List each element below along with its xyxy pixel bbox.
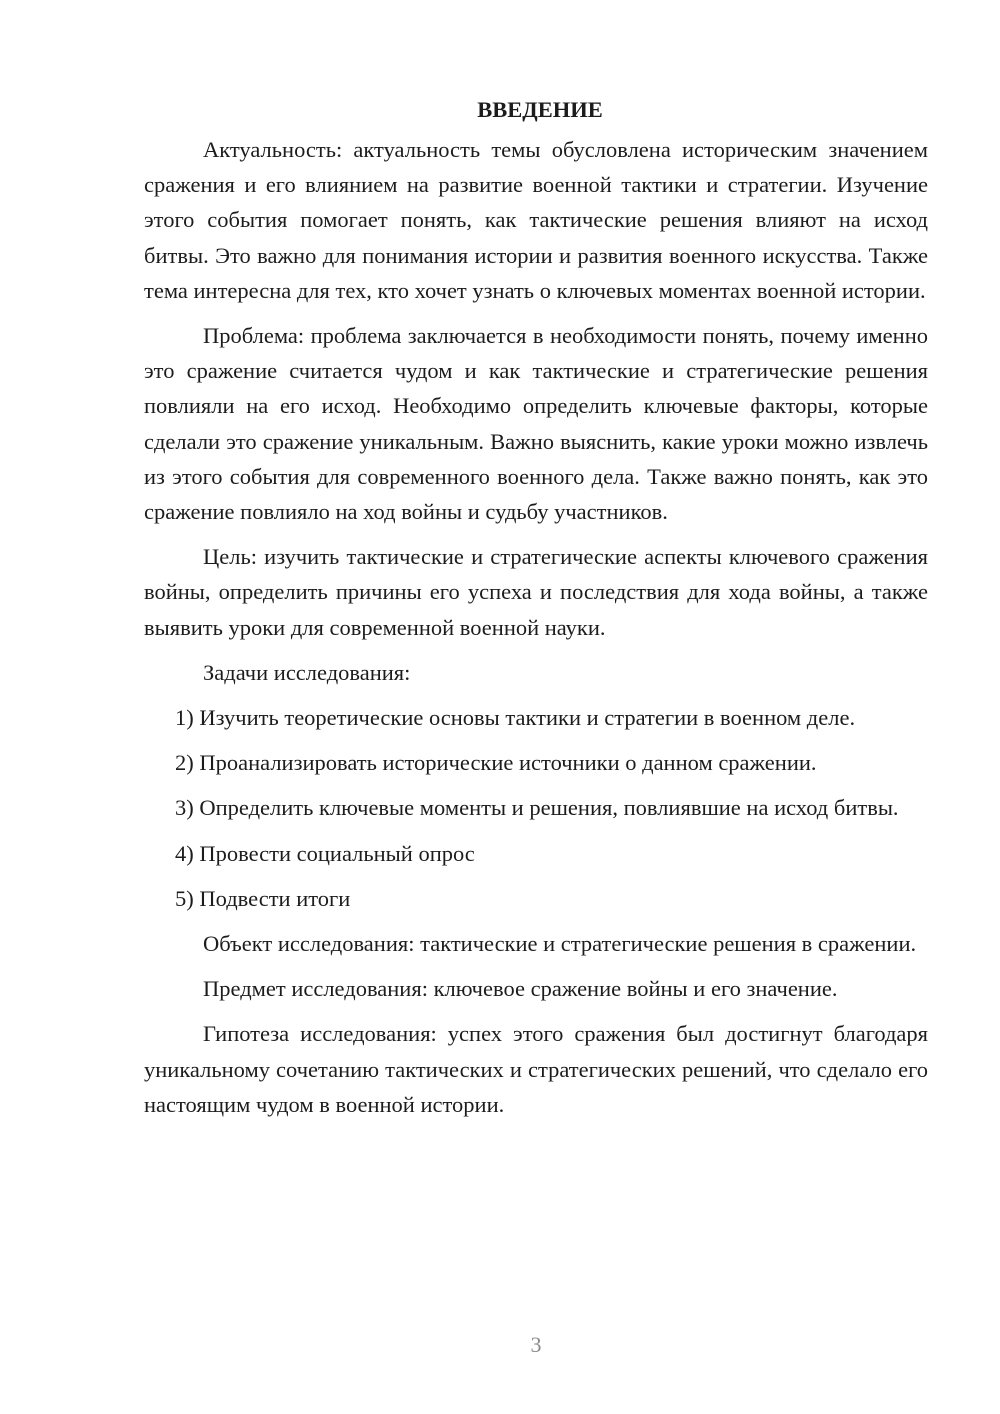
- paragraph-relevance: Актуальность: актуальность темы обусловлена историческим значением сражения и его влиянием на развитие военной тактики и стратегии. Изучение этого события помогает понять, как тактические решения влияют на исход битвы. Это важно для понимания истории и развития военного искусства. Также тема интересна для тех, кто хочет узнать о ключевых моментах военной истории.: [144, 137, 928, 303]
- paragraph-hypothesis: Гипотеза исследования: успех этого сражения был достигнут благодаря уникальному сочетанию тактических и стратегических решений, что сделало его настоящим чудом в военной истории.: [144, 1021, 928, 1117]
- paragraph-object: Объект исследования: тактические и стратегические решения в сражении.: [203, 931, 917, 957]
- task-item-3: 3) Определить ключевые моменты и решения, повлиявшие на исход битвы.: [175, 795, 899, 821]
- task-item-1: 1) Изучить теоретические основы тактики и стратегии в военном деле.: [175, 705, 856, 731]
- paragraph-problem: Проблема: проблема заключается в необходимости понять, почему именно это сражение считается чудом и как тактические и стратегические решения повлияли на его исход. Необходимо определить ключевые факторы, которые сделали это сражение уникальным. Важно выяснить, какие уроки можно извлечь из этого события для современного военного дела. Также важно понять, как это сражение повлияло на ход войны и судьбу участников.: [144, 323, 928, 525]
- page-content: [144, 92, 928, 1132]
- task-item-5: 5) Подвести итоги: [175, 885, 351, 911]
- task-item-2: 2) Проанализировать исторические источники о данном сражении.: [175, 750, 817, 776]
- task-item-4: 4) Провести социальный опрос: [175, 840, 475, 866]
- paragraph-goal: Цель: изучить тактические и стратегические аспекты ключевого сражения войны, определить причины его успеха и последствия для хода войны, а также выявить уроки для современной военной науки.: [144, 544, 928, 640]
- paragraph-tasks-title: Задачи исследования:: [203, 659, 411, 685]
- section-heading: ВВЕДЕНИЕ: [477, 97, 603, 122]
- page-number: 3: [530, 1332, 542, 1357]
- paragraph-subject: Предмет исследования: ключевое сражение войны и его значение.: [203, 976, 838, 1002]
